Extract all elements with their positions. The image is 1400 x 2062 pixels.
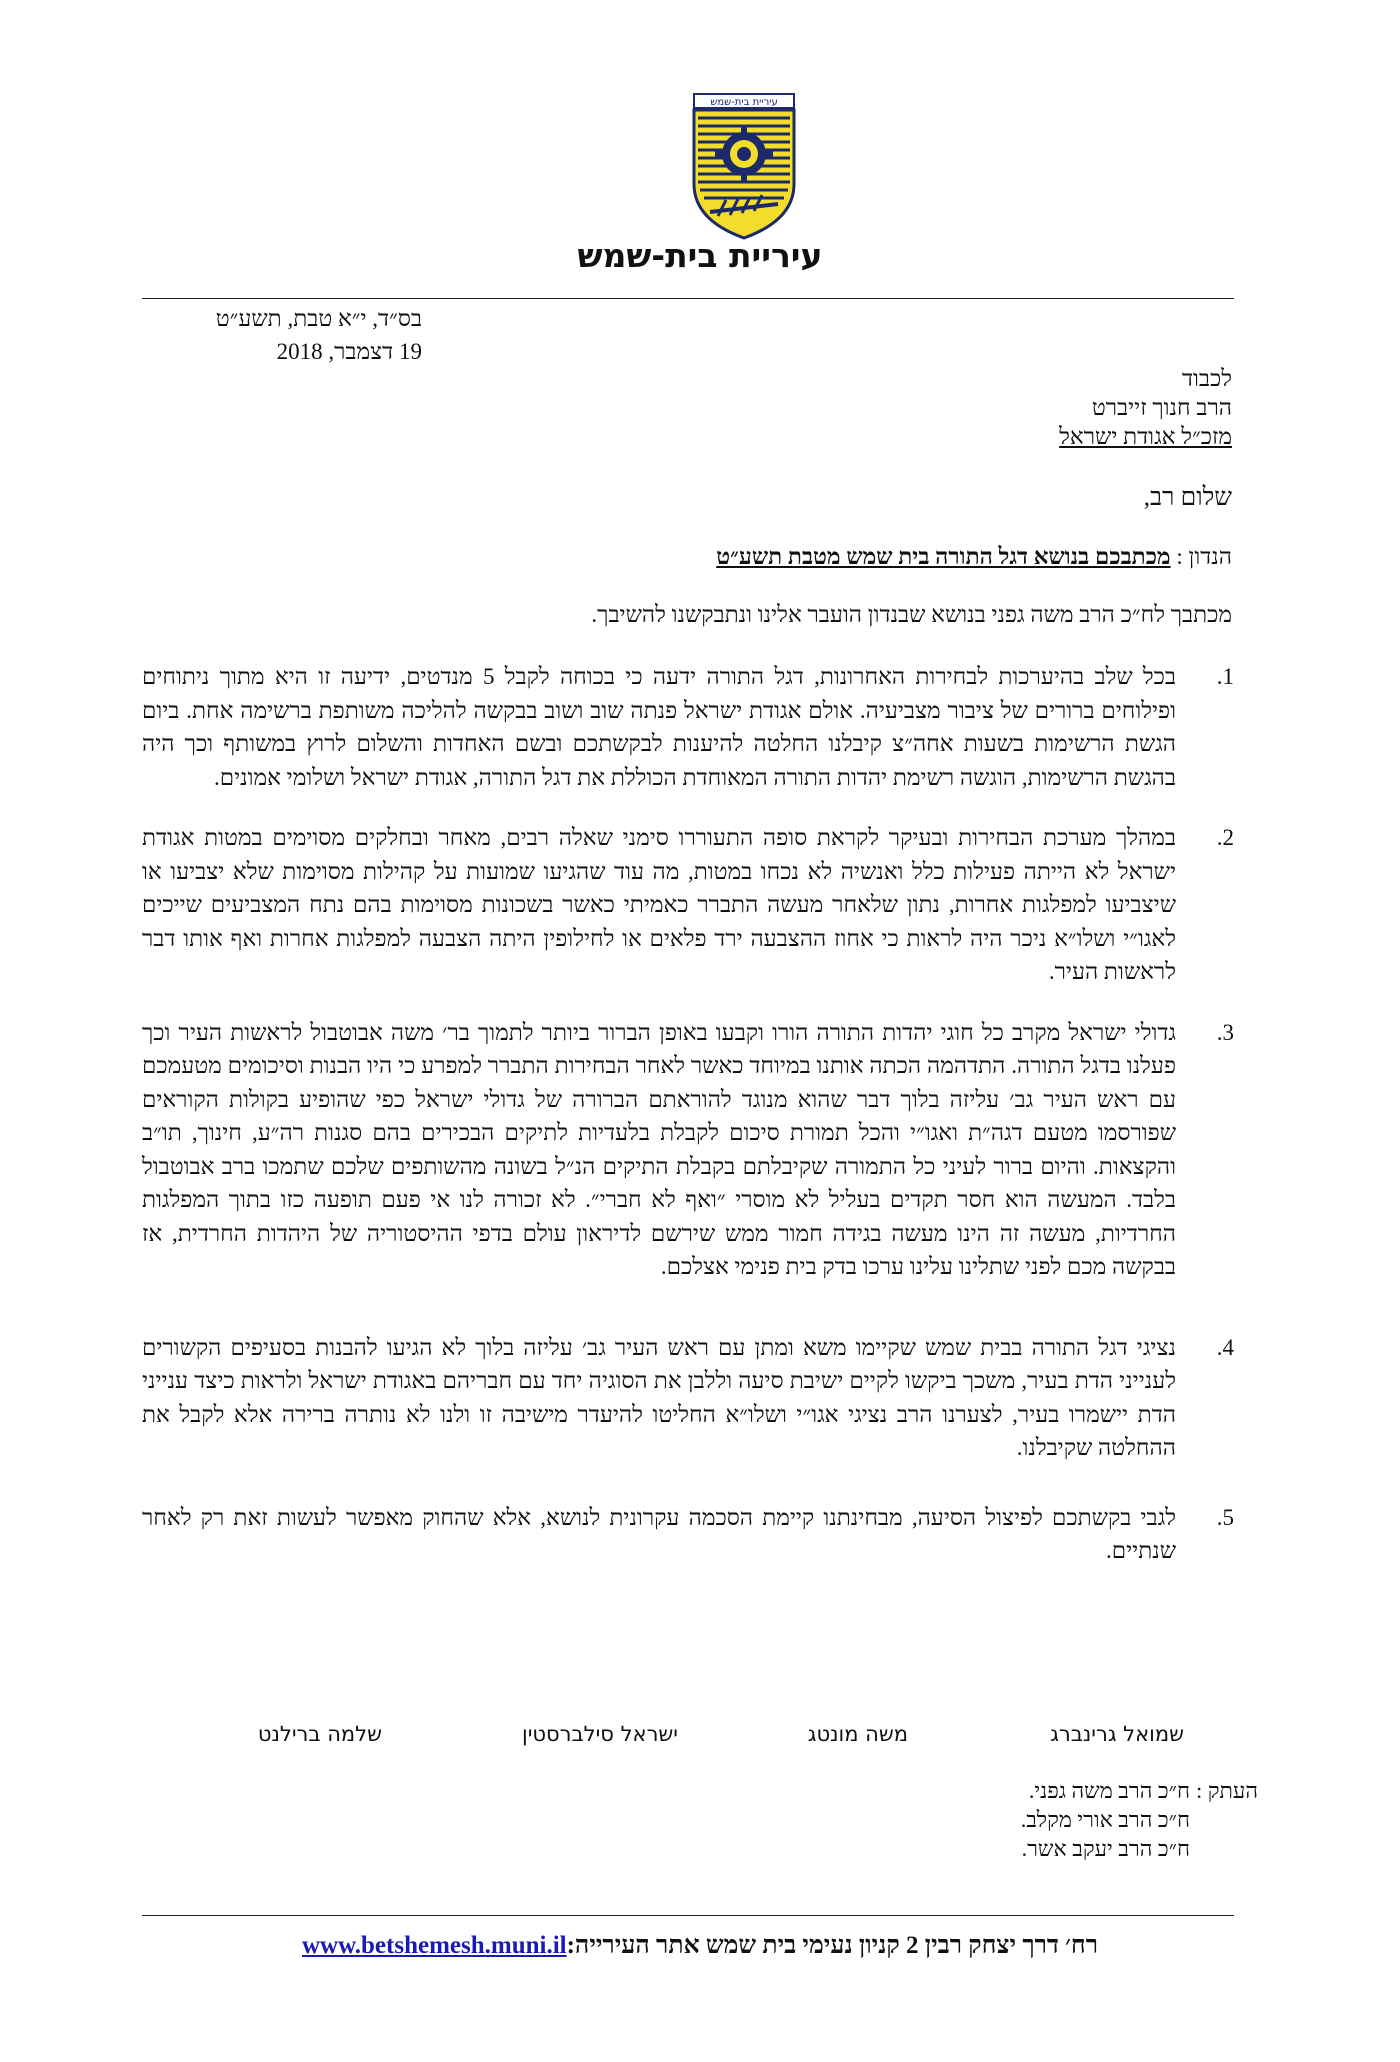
- subject-label: הנדון :: [1176, 544, 1232, 569]
- addressee-salutation: לכבוד: [1181, 366, 1232, 391]
- numbered-items: [142, 660, 1234, 1568]
- signatory-name: ישראל סילברסטין: [522, 1722, 678, 1746]
- list-item: [142, 1501, 1234, 1568]
- gregorian-date: 19 דצמבר, 2018: [276, 339, 422, 364]
- list-item: [142, 821, 1234, 989]
- signatories: [142, 1722, 1234, 1756]
- logo-banner-text: עיריית בית-שמש: [710, 97, 778, 108]
- item-number: 4.: [1216, 1334, 1234, 1360]
- cc-recipient: ח״כ הרב אורי מקלב.: [1020, 1807, 1190, 1832]
- municipality-name: עיריית בית-שמש: [577, 236, 823, 275]
- cc-label: העתק :: [1196, 1778, 1258, 1803]
- list-item: [142, 1016, 1234, 1284]
- greeting: שלום רב,: [1143, 484, 1232, 511]
- hebrew-date: בס״ד, י״א טבת, תשע״ט: [215, 306, 422, 331]
- footer-divider: [142, 1915, 1234, 1916]
- signatory-name: שמואל גרינברג: [1050, 1722, 1184, 1746]
- header-divider: [142, 298, 1234, 299]
- item-text: נציגי דגל התורה בבית שמש שקיימו משא ומתן עם ראש העיר גב׳ עליזה בלוך לא הגיעו להבנות בסעיפים הקשורים לענייני הדת בעיר, משכך ביקשו לקיים ישיבת סיעה וללבן את הסוגיה יחד עם חבריהם באגודת ישראל ולראות כיצד ענייני הדת יישמרו בעיר, לצערנו הרב נציגי אגו״י ושלו״א החליטו להיעדר מישיבה זו ולנו לא נותרה ברירה אלא לקבל את ההחלטה שקיבלנו.: [142, 1334, 1176, 1460]
- item-number: 3.: [1216, 1019, 1234, 1045]
- addressee-title: מזכ״ל אגודת ישראל: [1059, 424, 1232, 449]
- municipality-logo: [688, 92, 800, 240]
- intro-paragraph: מכתבך לח״כ הרב משה גפני בנושא שבנדון הועבר אלינו ונתבקשנו להשיבך.: [591, 602, 1232, 627]
- item-text: לגבי בקשתכם לפיצול הסיעה, מבחינתנו קיימת הסכמה עקרונית לנושא, אלא שהחוק מאפשר לעשות זאת רק לאחר שנתיים.: [142, 1504, 1176, 1563]
- item-number: 5.: [1216, 1504, 1234, 1530]
- list-item: [142, 660, 1234, 794]
- cc-block: [898, 1776, 1258, 1863]
- cc-recipient: ח״כ הרב משה גפני.: [1028, 1778, 1190, 1803]
- item-text: גדולי ישראל מקרב כל חוגי יהדות התורה הורו וקבעו באופן הברור ביותר לתמוך בר׳ משה אבוטבול לראשות העיר וכך פעלנו בדגל התורה. התדהמה הכתה אותנו במיוחד כאשר לאחר הבחירות התברר למפרע כי היו הבנות וסיכומים מטעמכם עם ראש העיר גב׳ עליזה בלוך דבר שהוא מנוגד להוראתם הברורה של גדולי ישראל כפי שהופיע בקולות הקוראים שפורסמו מטעם דגה״ת ואגו״י והכל תמורת סיכום לקבלת בלעדיות לתיקים הבכירים בהם סגנות רה״ע, חינוך, תו״ב והקצאות. והיום ברור לעיני כל התמורה שקיבלתם בקבלת התיקים הנ״ל בשונה מהשותפים שלכם שתמכו ברב אבוטבול בלבד. המעשה הוא חסר תקדים בעליל לא מוסרי ״ואף לא חברי״. לא זכורה לנו אי פעם תופעה כזו בתוך המפלגות החרדיות, מעשה זה הינו מעשה בגידה חמור ממש שירשם לדיראון עולם בדפי ההיסטוריה של היהדות החרדית, אז בבקשה מכם לפני שתלינו עלינו ערכו בדק בית פנימי אצלכם.: [142, 1019, 1176, 1279]
- signatory-name: שלמה ברילנט: [257, 1722, 382, 1746]
- item-text: במהלך מערכת הבחירות ובעיקר לקראת סופה התעוררו סימני שאלה רבים, מאחר ובחלקים מסוימים במטות אגודת ישראל לא הייתה פעילות כלל ואנשיה לא נכחו במטות, מה עוד שהגיעו שמועות על קהילות מסוימות שלא יצביעו או שיצביעו למפלגות אחרות, נתון שלאחר מעשה התברר כאמיתי כאשר בשכונות מסוימות בהם נתח המצביעים שייכים לאגו״י ושלו״א ניכר היה לראות כי אחוז ההצבעה ירד פלאים או לחילופין היתה הצבעה למפלגות אחרות ואף אותו דבר לראשות העיר.: [142, 825, 1176, 984]
- addressee-name: הרב חנוך זייברט: [1091, 395, 1232, 420]
- footer: [0, 1932, 1400, 1960]
- subject-line: [332, 544, 1232, 570]
- date-block: [142, 302, 422, 368]
- item-number: 1.: [1216, 664, 1234, 689]
- item-text: בכל שלב בהיערכות לבחירות האחרונות, דגל התורה ידעה כי בכוחה לקבל 5 מנדטים, ידיעה זו היא מתוך ניתוחים ופילוחים ברורים של ציבור מצביעיה. אולם אגודת ישראל פנתה שוב ושוב בבקשה להליכה משותפת ברשימה אחת. ביום הגשת הרשימות בשעות אחה״צ קיבלנו החלטה להיענות לבקשתכם ובשם האחדות והשלום לרוץ במשותף וכך היה בהגשת הרשימות, הוגשה רשימת יהדות התורה המאוחדת הכוללת את דגל התורה, אגודת ישראל ושלומי אמונים.: [142, 664, 1176, 790]
- item-number: 2.: [1216, 825, 1234, 850]
- addressee-block: [812, 364, 1232, 451]
- list-item: [142, 1331, 1234, 1465]
- footer-address: רח׳ דרך יצחק רבין 2 קניון נעימי בית שמש אתר העירייה:: [566, 1932, 1099, 1959]
- signatory-name: משה מונטג: [807, 1722, 908, 1746]
- subject-title: מכתבכם בנושא דגל התורה בית שמש מטבת תשע״ט: [716, 544, 1171, 569]
- cc-recipient: ח״כ הרב יעקב אשר.: [1021, 1836, 1190, 1861]
- footer-website-link[interactable]: www.betshemesh.muni.il: [301, 1932, 567, 1959]
